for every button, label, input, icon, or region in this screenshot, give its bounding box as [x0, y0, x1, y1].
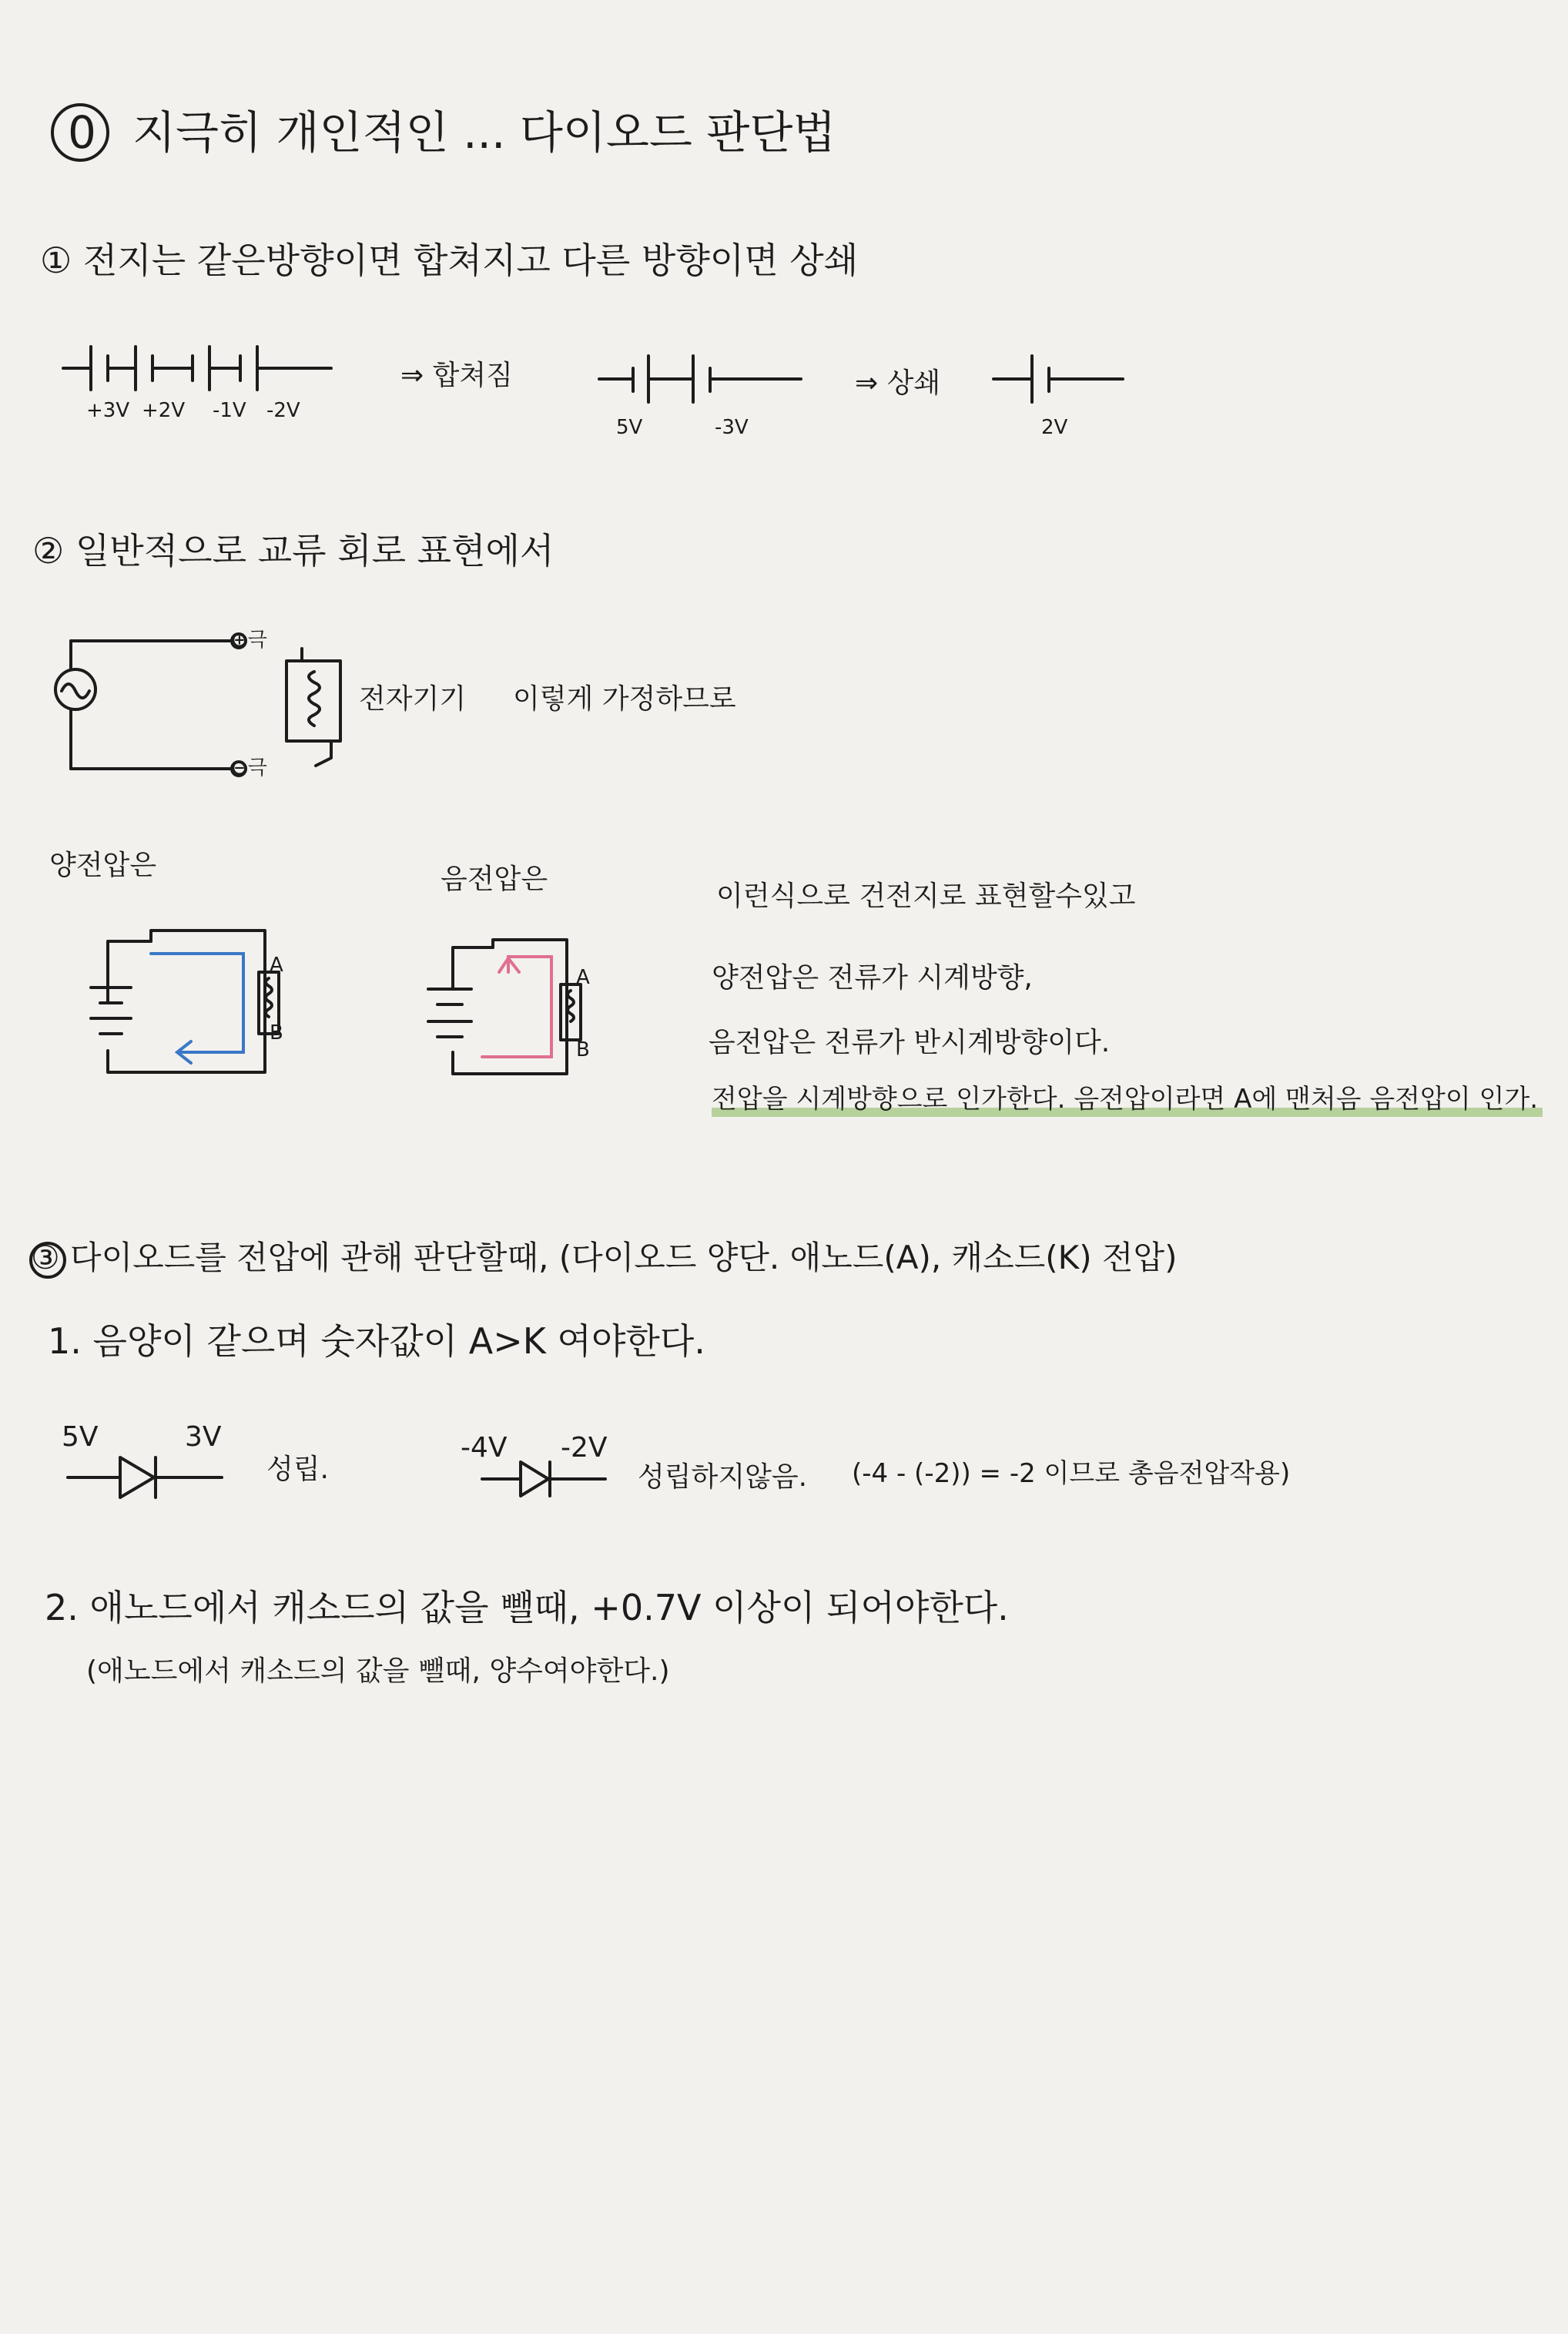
combine-arrow-text: ⇒ 합쳐짐 — [400, 360, 513, 391]
diode2-cathode-voltage: -2V — [561, 1432, 608, 1464]
section2-heading: ② 일반적으로 교류 회로 표현에서 — [32, 530, 554, 572]
battery-label-2: +2V — [142, 399, 186, 422]
terminal-b-positive: B — [270, 1021, 283, 1045]
combined-label-2: -3V — [715, 416, 749, 439]
diode2-result: 성립하지않음. — [638, 1461, 808, 1493]
plus-terminal-label: ⊕극 — [231, 629, 267, 652]
diode1-result: 성립. — [266, 1454, 329, 1485]
diode-symbol-1 — [68, 1457, 222, 1497]
negative-voltage-label: 음전압은 — [441, 864, 548, 895]
cancel-arrow-text: ⇒ 상쇄 — [855, 367, 941, 399]
diode2-anode-voltage: -4V — [461, 1432, 508, 1464]
terminal-a-negative: A — [576, 966, 590, 989]
assume-text: 이렇게 가정하므로 — [513, 683, 736, 715]
result-voltage-label: 2V — [1041, 416, 1068, 439]
title-number: 0 — [68, 106, 96, 159]
battery-label-4: -2V — [266, 399, 300, 422]
battery-label-1: +3V — [86, 399, 130, 422]
combined-label-1: 5V — [616, 416, 643, 439]
battery-label-3: -1V — [213, 399, 246, 422]
diode1-anode-voltage: 5V — [62, 1421, 99, 1453]
minus-terminal-label: ⊖극 — [231, 756, 267, 780]
terminal-a-positive: A — [270, 954, 283, 977]
note-line-3: 음전압은 전류가 반시계방향이다. — [709, 1027, 1111, 1058]
highlighted-note: 전압을 시계방향으로 인가한다. 음전압이라면 A에 맨처음 음전압이 인가. — [712, 1086, 1543, 1117]
diode-symbol-2 — [482, 1462, 605, 1496]
note-line-2: 양전압은 전류가 시계방향, — [712, 962, 1033, 994]
diode1-cathode-voltage: 3V — [185, 1421, 222, 1453]
note-line-1: 이런식으로 건전지로 표현할수있고 — [716, 880, 1136, 912]
diode2-calculation: (-4 - (-2)) = -2 이므로 총음전압작용) — [852, 1458, 1291, 1489]
section1-heading: ① 전지는 같은방향이면 합쳐지고 다른 방향이면 상쇄 — [40, 240, 859, 281]
page-title: 지극히 개인적인 ... 다이오드 판단법 — [132, 106, 836, 159]
terminal-b-negative: B — [576, 1038, 590, 1061]
load-label: 전자기기 — [359, 683, 467, 715]
positive-voltage-label: 양전압은 — [49, 850, 157, 881]
rule-2: 2. 애노드에서 캐소드의 값을 뺄때, +0.7V 이상이 되어야한다. — [45, 1587, 1009, 1628]
rule-2-note: (애노드에서 캐소드의 값을 뺄때, 양수여야한다.) — [86, 1655, 670, 1687]
section3-heading: ③ 다이오드를 전압에 관해 판단할때, (다이오드 양단. 애노드(A), 캐소드(K) 전압) — [31, 1239, 1178, 1276]
rule-1: 1. 음양이 같으며 숫자값이 A>K 여야한다. — [48, 1320, 705, 1362]
